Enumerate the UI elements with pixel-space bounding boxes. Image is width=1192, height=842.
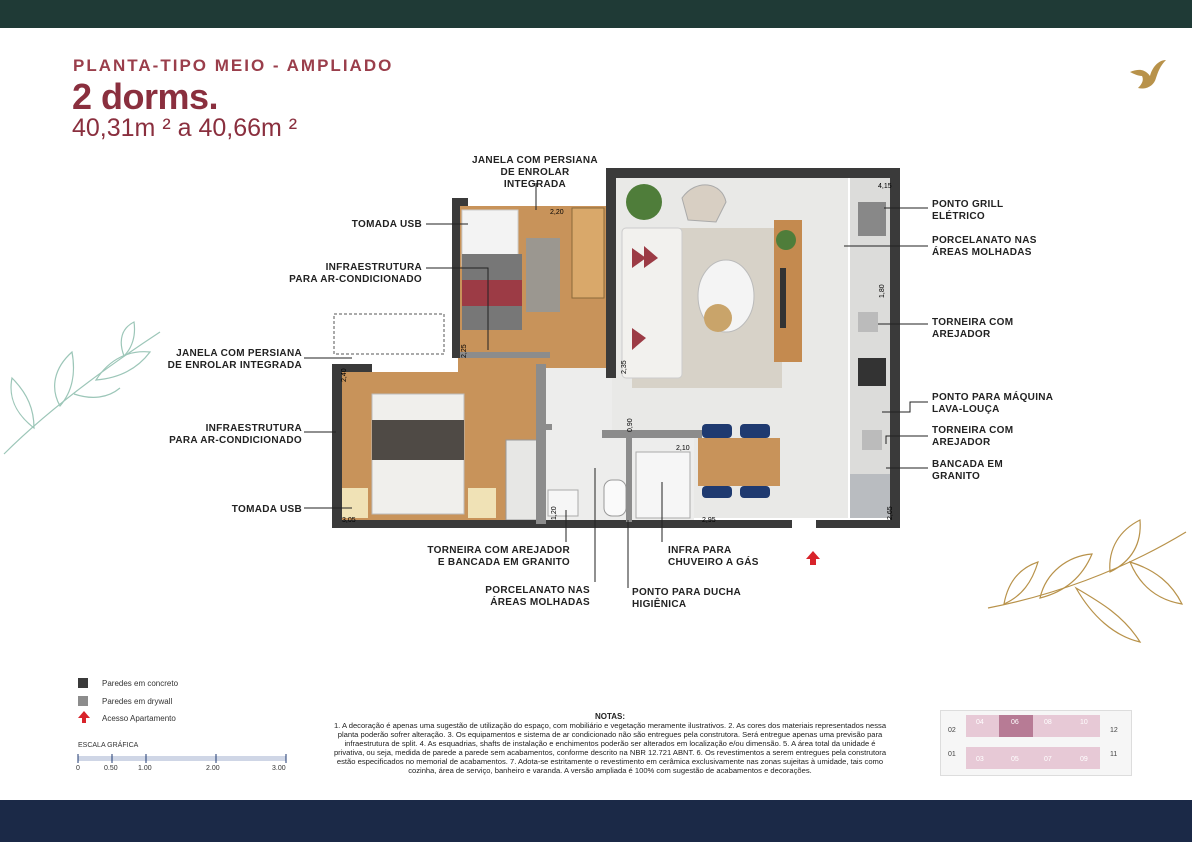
key-unit: 12 (1110, 727, 1118, 734)
scale-tick: 0 (76, 765, 80, 772)
key-unit: 09 (1080, 756, 1088, 763)
legend-swatch-drywall (78, 696, 88, 706)
legend-swatch-concrete (78, 678, 88, 688)
legend-drywall: Paredes em drywall (102, 697, 173, 706)
callout-ac-2: INFRAESTRUTURA PARA AR-CONDICIONADO (169, 423, 302, 446)
key-unit: 07 (1044, 756, 1052, 763)
legend-access: Acesso Apartamento (102, 714, 176, 723)
scale-tick: 2.00 (206, 765, 220, 772)
key-unit-highlight: 06 (1011, 719, 1019, 726)
callout-window-top: JANELA COM PERSIANA DE ENROLAR INTEGRADA (472, 155, 598, 190)
dim-label: 0,90 (627, 418, 634, 432)
callout-gas-shower: INFRA PARA CHUVEIRO A GÁS (668, 545, 759, 568)
dim-label: 2,40 (341, 368, 348, 382)
key-unit: 08 (1044, 719, 1052, 726)
dim-label: 2,65 (887, 506, 894, 520)
dim-label: 2,25 (461, 344, 468, 358)
scale-tick: 0.50 (104, 765, 118, 772)
notes-body: 1. A decoração é apenas uma sugestão de utilização do espaço, com mobiliário e vegetação meramente ilustrativos. 2. As cores dos materiais representados nessa planta poderão sofrer alteração. 3. Os equipamentos e sistema de ar condicionado não são entregues pela construtora. Será entregue apenas uma previsão para infraestrutura de split. 4. As esquadrias, shafts de instalação e enchimentos poderão ser alterados em localização e/ou dimensão. 5. A área total da unidade é privativa, ou seja, medida de parede a parede sem acabamentos, conforme descrito na NBR 12.721 ABNT. 6. Os revestimentos a serem entregues pela construtora estão especificados no memorial de acabamentos. 7. Adota-se estritamente o revestimento em cerâmica exclusivamente nas zonas sujeitas à umidade, tais como cozinha, área de serviço, banheiro e varanda. A versão ampliada é 100% com sugestão de acabamentos e decorações. (333, 721, 887, 775)
scale-bar (76, 754, 290, 764)
plan-kicker: PLANTA-TIPO MEIO - AMPLIADO (73, 56, 394, 75)
key-unit: 03 (976, 756, 984, 763)
dim-label: 2,35 (621, 360, 628, 374)
scale-tick: 3.00 (272, 765, 286, 772)
dim-label: 1,20 (551, 506, 558, 520)
scale-title: ESCALA GRÁFICA (78, 742, 139, 749)
legend-concrete: Paredes em concreto (102, 679, 179, 688)
key-unit: 01 (948, 751, 956, 758)
callout-grill: PONTO GRILL ELÉTRICO (932, 199, 1004, 222)
dim-label: 1,80 (879, 284, 886, 298)
callout-bidet: PONTO PARA DUCHA HIGIÊNICA (632, 587, 742, 610)
access-arrow-icon (78, 711, 90, 723)
callout-ac-1: INFRAESTRUTURA PARA AR-CONDICIONADO (289, 262, 422, 285)
callout-usb-2: TOMADA USB (231, 504, 302, 515)
key-unit: 04 (976, 719, 984, 726)
callout-porcelain-bath: PORCELANATO NAS ÁREAS MOLHADAS (485, 585, 590, 608)
callout-dishwasher: PONTO PARA MÁQUINA LAVA-LOUÇA (932, 392, 1054, 415)
callout-faucet-1: TORNEIRA COM AREJADOR (932, 317, 1014, 340)
callout-bath-faucet: TORNEIRA COM AREJADOR E BANCADA EM GRANITO (427, 545, 570, 568)
dim-label: 4,15 (878, 183, 892, 190)
callout-faucet-2: TORNEIRA COM AREJADOR (932, 425, 1014, 448)
callout-usb-1: TOMADA USB (351, 219, 422, 230)
dim-label: 2,95 (702, 517, 716, 524)
page-title: 2 dorms. (72, 76, 219, 117)
dim-label: 3,05 (342, 517, 356, 524)
callout-window-left: JANELA COM PERSIANA DE ENROLAR INTEGRADA (167, 348, 302, 371)
area-range: 40,31m ² a 40,66m ² (72, 114, 298, 142)
scale-tick: 1.00 (138, 765, 152, 772)
key-unit: 11 (1110, 751, 1118, 758)
callout-granite: BANCADA EM GRANITO (932, 459, 1003, 482)
dim-label: 2,20 (550, 209, 564, 216)
notes-title: NOTAS: (594, 712, 626, 721)
dim-label: 2,10 (676, 445, 690, 452)
key-unit: 10 (1080, 719, 1088, 726)
key-unit: 02 (948, 727, 956, 734)
callout-porcelain-kitchen: PORCELANATO NAS ÁREAS MOLHADAS (932, 235, 1037, 258)
key-unit: 05 (1011, 756, 1019, 763)
